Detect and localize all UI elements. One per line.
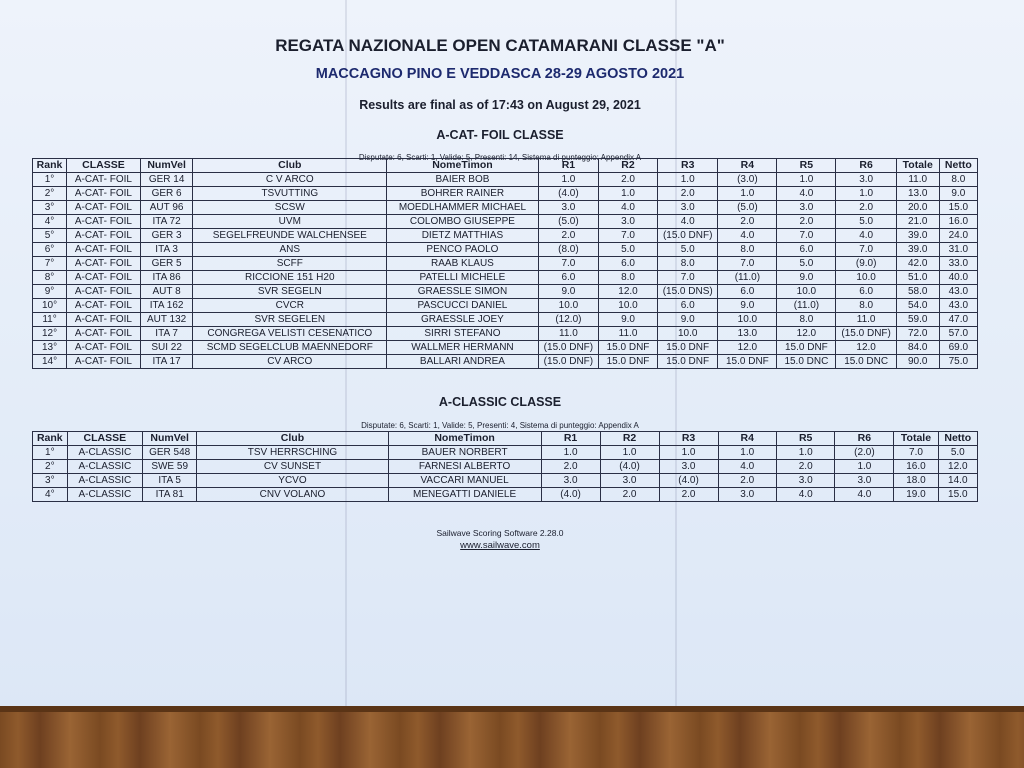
table-row <box>33 285 978 299</box>
cell-totale: 19.0 <box>894 488 938 502</box>
table-row <box>33 173 978 187</box>
cell-r2: 3.0 <box>599 215 658 229</box>
cell-netto: 24.0 <box>939 229 977 243</box>
cell-r6: 4.0 <box>835 488 894 502</box>
cell-netto: 40.0 <box>939 271 977 285</box>
cell-numvel: GER 548 <box>143 446 197 460</box>
column-header-club: Club <box>197 432 388 446</box>
table-row <box>33 341 978 355</box>
cell-r3: 4.0 <box>657 215 717 229</box>
cell-r4: 15.0 DNF <box>718 355 777 369</box>
cell-rank: 4° <box>33 488 68 502</box>
table-row <box>33 488 978 502</box>
cell-r4: 3.0 <box>718 488 776 502</box>
cell-numvel: AUT 96 <box>140 201 193 215</box>
cell-classe: A-CLASSIC <box>67 446 142 460</box>
cell-r4: 1.0 <box>718 446 776 460</box>
cell-netto: 16.0 <box>939 215 977 229</box>
cell-rank: 9° <box>33 285 67 299</box>
cell-nometimon: VACCARI MANUEL <box>388 474 541 488</box>
cell-r2: 4.0 <box>599 201 658 215</box>
cell-club: SCMD SEGELCLUB MAENNEDORF <box>193 341 387 355</box>
cell-r6: (2.0) <box>835 446 894 460</box>
cell-r2: 10.0 <box>599 299 658 313</box>
classic-results-table <box>32 431 978 502</box>
cell-club: ANS <box>193 243 387 257</box>
column-header-rank: Rank <box>33 159 67 173</box>
cell-r3: (15.0 DNF) <box>657 229 717 243</box>
cell-totale: 42.0 <box>896 257 939 271</box>
cell-r1: (8.0) <box>538 243 598 257</box>
cell-nometimon: RAAB KLAUS <box>387 257 539 271</box>
cell-rank: 6° <box>33 243 67 257</box>
column-header-r3: R3 <box>657 159 717 173</box>
cell-r1: (4.0) <box>541 488 600 502</box>
cell-totale: 72.0 <box>896 327 939 341</box>
cell-netto: 43.0 <box>939 285 977 299</box>
cell-r5: 5.0 <box>777 257 836 271</box>
cell-r1: 1.0 <box>541 446 600 460</box>
cell-r6: 4.0 <box>836 229 896 243</box>
cell-r4: 6.0 <box>718 285 777 299</box>
column-header-totale: Totale <box>896 159 939 173</box>
cell-netto: 8.0 <box>939 173 977 187</box>
cell-nometimon: DIETZ MATTHIAS <box>387 229 539 243</box>
cell-classe: A-CAT- FOIL <box>67 257 141 271</box>
cell-r3: 15.0 DNF <box>657 341 717 355</box>
table-row <box>33 215 978 229</box>
cell-classe: A-CAT- FOIL <box>67 355 141 369</box>
column-header-netto: Netto <box>938 432 977 446</box>
cell-netto: 43.0 <box>939 299 977 313</box>
cell-r1: (5.0) <box>538 215 598 229</box>
table-row <box>33 201 978 215</box>
cell-r4: 4.0 <box>718 229 777 243</box>
table-row <box>33 474 978 488</box>
cell-rank: 10° <box>33 299 67 313</box>
column-header-r2: R2 <box>599 159 658 173</box>
cell-r4: (3.0) <box>718 173 777 187</box>
cell-nometimon: BAUER NORBERT <box>388 446 541 460</box>
cell-numvel: AUT 8 <box>140 285 193 299</box>
cell-rank: 5° <box>33 229 67 243</box>
cell-totale: 90.0 <box>896 355 939 369</box>
cell-netto: 31.0 <box>939 243 977 257</box>
cell-r1: 3.0 <box>538 201 598 215</box>
cell-classe: A-CAT- FOIL <box>67 187 141 201</box>
cell-r4: 13.0 <box>718 327 777 341</box>
cell-nometimon: MENEGATTI DANIELE <box>388 488 541 502</box>
cell-netto: 15.0 <box>938 488 977 502</box>
cell-r3: 3.0 <box>657 201 717 215</box>
table-row <box>33 355 978 369</box>
cell-club: CVCR <box>193 299 387 313</box>
column-header-totale: Totale <box>894 432 938 446</box>
cell-r5: 15.0 DNF <box>777 341 836 355</box>
cell-totale: 39.0 <box>896 229 939 243</box>
cell-r4: 2.0 <box>718 215 777 229</box>
cell-rank: 14° <box>33 355 67 369</box>
cell-totale: 59.0 <box>896 313 939 327</box>
foil-section-heading: A-CAT- FOIL CLASSE <box>436 128 564 142</box>
column-header-r6: R6 <box>835 432 894 446</box>
table-row <box>33 243 978 257</box>
cell-nometimon: FARNESI ALBERTO <box>388 460 541 474</box>
cell-r2: 15.0 DNF <box>599 355 658 369</box>
cell-r1: (4.0) <box>538 187 598 201</box>
cell-r2: 8.0 <box>599 271 658 285</box>
cell-r4: 1.0 <box>718 187 777 201</box>
cell-r6: 15.0 DNC <box>836 355 896 369</box>
cell-totale: 16.0 <box>894 460 938 474</box>
cell-r3: 9.0 <box>657 313 717 327</box>
wooden-table-surface <box>0 706 1024 768</box>
column-header-r1: R1 <box>541 432 600 446</box>
column-header-r3: R3 <box>659 432 718 446</box>
cell-r2: 3.0 <box>600 474 659 488</box>
cell-r1: 9.0 <box>538 285 598 299</box>
cell-club: TSV HERRSCHING <box>197 446 388 460</box>
cell-r3: 1.0 <box>659 446 718 460</box>
cell-rank: 2° <box>33 460 68 474</box>
cell-nometimon: COLOMBO GIUSEPPE <box>387 215 539 229</box>
cell-r4: 8.0 <box>718 243 777 257</box>
cell-r3: (4.0) <box>659 474 718 488</box>
cell-classe: A-CAT- FOIL <box>67 271 141 285</box>
cell-r5: 2.0 <box>776 460 834 474</box>
cell-r6: (15.0 DNF) <box>836 327 896 341</box>
cell-r1: 2.0 <box>538 229 598 243</box>
cell-numvel: ITA 3 <box>140 243 193 257</box>
column-header-club: Club <box>193 159 387 173</box>
cell-r1: 6.0 <box>538 271 598 285</box>
software-credit: Sailwave Scoring Software 2.28.0 <box>436 528 564 538</box>
cell-r5: 6.0 <box>777 243 836 257</box>
cell-numvel: SUI 22 <box>140 341 193 355</box>
cell-r1: 10.0 <box>538 299 598 313</box>
table-row <box>33 313 978 327</box>
column-header-classe: CLASSE <box>67 432 142 446</box>
cell-classe: A-CAT- FOIL <box>67 285 141 299</box>
cell-classe: A-CAT- FOIL <box>67 299 141 313</box>
cell-club: SEGELFREUNDE WALCHENSEE <box>193 229 387 243</box>
cell-r4: 10.0 <box>718 313 777 327</box>
cell-classe: A-CAT- FOIL <box>67 341 141 355</box>
column-header-r4: R4 <box>718 159 777 173</box>
cell-numvel: SWE 59 <box>143 460 197 474</box>
cell-r3: 2.0 <box>657 187 717 201</box>
cell-r6: 7.0 <box>836 243 896 257</box>
cell-r4: 12.0 <box>718 341 777 355</box>
classic-section-info: Disputate: 6, Scarti: 1, Valide: 5, Presenti: 4, Sistema di punteggio: Appendix A <box>361 421 639 430</box>
cell-nometimon: PASCUCCI DANIEL <box>387 299 539 313</box>
cell-numvel: GER 6 <box>140 187 193 201</box>
cell-r3: 1.0 <box>657 173 717 187</box>
cell-rank: 13° <box>33 341 67 355</box>
results-note: Results are final as of 17:43 on August 29, 2021 <box>359 98 641 112</box>
cell-netto: 5.0 <box>938 446 977 460</box>
column-header-numvel: NumVel <box>140 159 193 173</box>
cell-nometimon: GRAESSLE JOEY <box>387 313 539 327</box>
cell-r5: (11.0) <box>777 299 836 313</box>
foil-results-table <box>32 158 978 369</box>
cell-r2: (4.0) <box>600 460 659 474</box>
column-header-netto: Netto <box>939 159 977 173</box>
cell-r6: 8.0 <box>836 299 896 313</box>
cell-r2: 1.0 <box>600 446 659 460</box>
cell-r5: 3.0 <box>776 474 834 488</box>
cell-netto: 47.0 <box>939 313 977 327</box>
cell-numvel: GER 3 <box>140 229 193 243</box>
cell-r5: 3.0 <box>777 201 836 215</box>
cell-club: CV ARCO <box>193 355 387 369</box>
cell-numvel: ITA 17 <box>140 355 193 369</box>
cell-r5: 4.0 <box>776 488 834 502</box>
cell-r3: 15.0 DNF <box>657 355 717 369</box>
cell-r1: (15.0 DNF) <box>538 355 598 369</box>
cell-rank: 3° <box>33 474 68 488</box>
cell-classe: A-CLASSIC <box>67 488 142 502</box>
cell-r2: 9.0 <box>599 313 658 327</box>
cell-classe: A-CAT- FOIL <box>67 229 141 243</box>
cell-r2: 12.0 <box>599 285 658 299</box>
table-row <box>33 460 978 474</box>
column-header-classe: CLASSE <box>67 159 141 173</box>
cell-totale: 21.0 <box>896 215 939 229</box>
cell-nometimon: PATELLI MICHELE <box>387 271 539 285</box>
cell-numvel: GER 14 <box>140 173 193 187</box>
cell-rank: 1° <box>33 446 68 460</box>
cell-club: SCFF <box>193 257 387 271</box>
cell-r3: 7.0 <box>657 271 717 285</box>
cell-nometimon: PENCO PAOLO <box>387 243 539 257</box>
cell-r6: 11.0 <box>836 313 896 327</box>
cell-netto: 14.0 <box>938 474 977 488</box>
cell-classe: A-CLASSIC <box>67 474 142 488</box>
cell-netto: 57.0 <box>939 327 977 341</box>
cell-numvel: ITA 72 <box>140 215 193 229</box>
cell-r6: (9.0) <box>836 257 896 271</box>
cell-numvel: ITA 5 <box>143 474 197 488</box>
table-row <box>33 271 978 285</box>
cell-classe: A-CAT- FOIL <box>67 201 141 215</box>
cell-rank: 8° <box>33 271 67 285</box>
cell-r4: 9.0 <box>718 299 777 313</box>
cell-totale: 58.0 <box>896 285 939 299</box>
cell-nometimon: SIRRI STEFANO <box>387 327 539 341</box>
cell-r3: 3.0 <box>659 460 718 474</box>
cell-club: TSVUTTING <box>193 187 387 201</box>
cell-netto: 12.0 <box>938 460 977 474</box>
cell-club: YCVO <box>197 474 388 488</box>
cell-nometimon: GRAESSLE SIMON <box>387 285 539 299</box>
cell-r1: 2.0 <box>541 460 600 474</box>
column-header-r4: R4 <box>718 432 776 446</box>
cell-r2: 7.0 <box>599 229 658 243</box>
cell-r5: 1.0 <box>776 446 834 460</box>
cell-rank: 4° <box>33 215 67 229</box>
cell-netto: 69.0 <box>939 341 977 355</box>
cell-totale: 51.0 <box>896 271 939 285</box>
cell-classe: A-CAT- FOIL <box>67 215 141 229</box>
cell-numvel: ITA 162 <box>140 299 193 313</box>
table-row <box>33 299 978 313</box>
cell-totale: 7.0 <box>894 446 938 460</box>
cell-totale: 84.0 <box>896 341 939 355</box>
cell-club: CONGREGA VELISTI CESENATICO <box>193 327 387 341</box>
cell-numvel: AUT 132 <box>140 313 193 327</box>
cell-r1: (15.0 DNF) <box>538 341 598 355</box>
table-row <box>33 257 978 271</box>
column-header-numvel: NumVel <box>143 432 197 446</box>
cell-r3: 2.0 <box>659 488 718 502</box>
cell-r2: 2.0 <box>599 173 658 187</box>
cell-club: SVR SEGELEN <box>193 313 387 327</box>
cell-rank: 11° <box>33 313 67 327</box>
cell-numvel: ITA 7 <box>140 327 193 341</box>
cell-totale: 18.0 <box>894 474 938 488</box>
document-subtitle: MACCAGNO PINO E VEDDASCA 28-29 AGOSTO 2021 <box>315 66 685 82</box>
cell-r3: 10.0 <box>657 327 717 341</box>
cell-r5: 15.0 DNC <box>777 355 836 369</box>
cell-r6: 3.0 <box>836 173 896 187</box>
cell-r2: 11.0 <box>599 327 658 341</box>
cell-r5: 4.0 <box>777 187 836 201</box>
cell-classe: A-CLASSIC <box>67 460 142 474</box>
cell-r1: 1.0 <box>538 173 598 187</box>
cell-r5: 7.0 <box>777 229 836 243</box>
cell-nometimon: WALLMER HERMANN <box>387 341 539 355</box>
cell-netto: 9.0 <box>939 187 977 201</box>
cell-r6: 10.0 <box>836 271 896 285</box>
cell-netto: 15.0 <box>939 201 977 215</box>
cell-totale: 54.0 <box>896 299 939 313</box>
cell-club: SCSW <box>193 201 387 215</box>
cell-rank: 1° <box>33 173 67 187</box>
cell-classe: A-CAT- FOIL <box>67 243 141 257</box>
cell-numvel: GER 5 <box>140 257 193 271</box>
table-row <box>33 229 978 243</box>
cell-r5: 9.0 <box>777 271 836 285</box>
cell-r3: 8.0 <box>657 257 717 271</box>
cell-r1: 11.0 <box>538 327 598 341</box>
cell-r3: 6.0 <box>657 299 717 313</box>
cell-numvel: ITA 81 <box>143 488 197 502</box>
cell-club: SVR SEGELN <box>193 285 387 299</box>
cell-netto: 33.0 <box>939 257 977 271</box>
cell-r6: 12.0 <box>836 341 896 355</box>
column-header-r6: R6 <box>836 159 896 173</box>
classic-section-heading: A-CLASSIC CLASSE <box>438 395 562 409</box>
cell-r2: 1.0 <box>599 187 658 201</box>
cell-r4: 7.0 <box>718 257 777 271</box>
cell-r5: 10.0 <box>777 285 836 299</box>
cell-totale: 20.0 <box>896 201 939 215</box>
cell-r2: 2.0 <box>600 488 659 502</box>
cell-totale: 11.0 <box>896 173 939 187</box>
cell-classe: A-CAT- FOIL <box>67 313 141 327</box>
cell-r4: (11.0) <box>718 271 777 285</box>
cell-club: C V ARCO <box>193 173 387 187</box>
cell-nometimon: BAIER BOB <box>387 173 539 187</box>
cell-r2: 15.0 DNF <box>599 341 658 355</box>
website-link[interactable]: www.sailwave.com <box>460 540 540 551</box>
cell-r1: 7.0 <box>538 257 598 271</box>
column-header-r5: R5 <box>776 432 834 446</box>
column-header-nometimon: NomeTimon <box>388 432 541 446</box>
cell-r5: 1.0 <box>777 173 836 187</box>
cell-r1: (12.0) <box>538 313 598 327</box>
cell-r6: 1.0 <box>836 187 896 201</box>
cell-r2: 6.0 <box>599 257 658 271</box>
cell-rank: 2° <box>33 187 67 201</box>
cell-r6: 5.0 <box>836 215 896 229</box>
cell-club: UVM <box>193 215 387 229</box>
cell-classe: A-CAT- FOIL <box>67 327 141 341</box>
cell-rank: 12° <box>33 327 67 341</box>
cell-r5: 2.0 <box>777 215 836 229</box>
cell-club: CNV VOLANO <box>197 488 388 502</box>
column-header-rank: Rank <box>33 432 68 446</box>
cell-club: CV SUNSET <box>197 460 388 474</box>
cell-nometimon: BOHRER RAINER <box>387 187 539 201</box>
table-row <box>33 446 978 460</box>
column-header-r1: R1 <box>538 159 598 173</box>
cell-numvel: ITA 86 <box>140 271 193 285</box>
cell-r3: 5.0 <box>657 243 717 257</box>
cell-nometimon: MOEDLHAMMER MICHAEL <box>387 201 539 215</box>
cell-r4: (5.0) <box>718 201 777 215</box>
cell-netto: 75.0 <box>939 355 977 369</box>
table-row <box>33 187 978 201</box>
cell-r5: 12.0 <box>777 327 836 341</box>
cell-r6: 6.0 <box>836 285 896 299</box>
cell-totale: 39.0 <box>896 243 939 257</box>
cell-totale: 13.0 <box>896 187 939 201</box>
cell-r4: 4.0 <box>718 460 776 474</box>
cell-rank: 3° <box>33 201 67 215</box>
cell-nometimon: BALLARI ANDREA <box>387 355 539 369</box>
cell-r3: (15.0 DNS) <box>657 285 717 299</box>
cell-r1: 3.0 <box>541 474 600 488</box>
cell-r6: 3.0 <box>835 474 894 488</box>
column-header-r2: R2 <box>600 432 659 446</box>
cell-r2: 5.0 <box>599 243 658 257</box>
column-header-nometimon: NomeTimon <box>387 159 539 173</box>
table-row <box>33 327 978 341</box>
cell-r6: 2.0 <box>836 201 896 215</box>
cell-r4: 2.0 <box>718 474 776 488</box>
cell-classe: A-CAT- FOIL <box>67 173 141 187</box>
cell-r5: 8.0 <box>777 313 836 327</box>
document-title: REGATA NAZIONALE OPEN CATAMARANI CLASSE "A" <box>275 36 725 55</box>
cell-r6: 1.0 <box>835 460 894 474</box>
column-header-r5: R5 <box>777 159 836 173</box>
foil-section-info: Disputate: 6, Scarti: 1, Valide: 5, Presenti: 14, Sistema di punteggio: Appendix A <box>358 153 642 162</box>
cell-rank: 7° <box>33 257 67 271</box>
cell-club: RICCIONE 151 H20 <box>193 271 387 285</box>
